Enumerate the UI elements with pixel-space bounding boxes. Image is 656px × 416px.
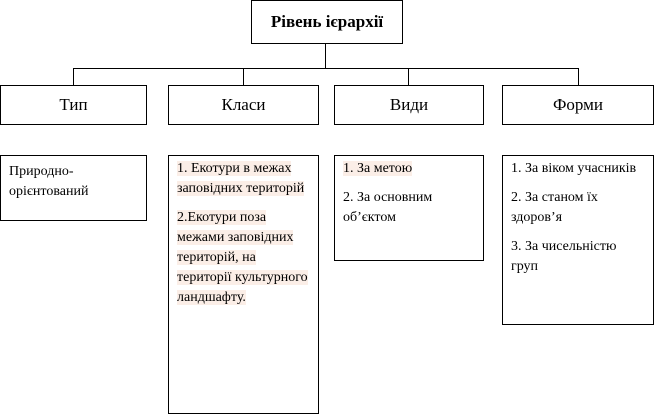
connector-to-forms (578, 68, 579, 85)
category-label-classes: Класи (221, 95, 266, 114)
detail-item: 1. За віком учасників (511, 161, 637, 176)
category-node-kinds (334, 85, 484, 125)
connector-horizontal-bus (73, 68, 579, 69)
detail-box-kinds (334, 155, 484, 261)
connector-to-classes (243, 68, 244, 85)
detail-item: Природно-орієнтований (9, 164, 89, 199)
detail-item: 2. За станом їх здоров’я (511, 190, 598, 225)
detail-box-forms (502, 155, 654, 325)
category-label-forms: Форми (552, 95, 604, 114)
category-node-classes (168, 85, 319, 125)
detail-box-classes (168, 155, 319, 414)
category-node-type (0, 85, 147, 125)
category-label-type: Тип (59, 95, 88, 114)
connector-root-down (325, 44, 326, 68)
detail-item: 2. За основним об’єктом (343, 190, 433, 225)
category-label-kinds: Види (389, 95, 429, 114)
connector-to-type (73, 68, 74, 85)
root-label: Рівень ієрархії (270, 12, 384, 31)
detail-item: 3. За чисельністю груп (511, 239, 617, 274)
detail-item: 1. Екотури в межах заповідних територій (177, 161, 305, 196)
detail-item: 2.Екотури поза межами заповідних територій, на території культурного ландшафту. (177, 210, 308, 305)
detail-item: 1. За метою (343, 161, 413, 176)
detail-box-type (0, 155, 147, 221)
connector-to-kinds (408, 68, 409, 85)
root-node (251, 0, 403, 44)
category-node-forms (502, 85, 654, 125)
